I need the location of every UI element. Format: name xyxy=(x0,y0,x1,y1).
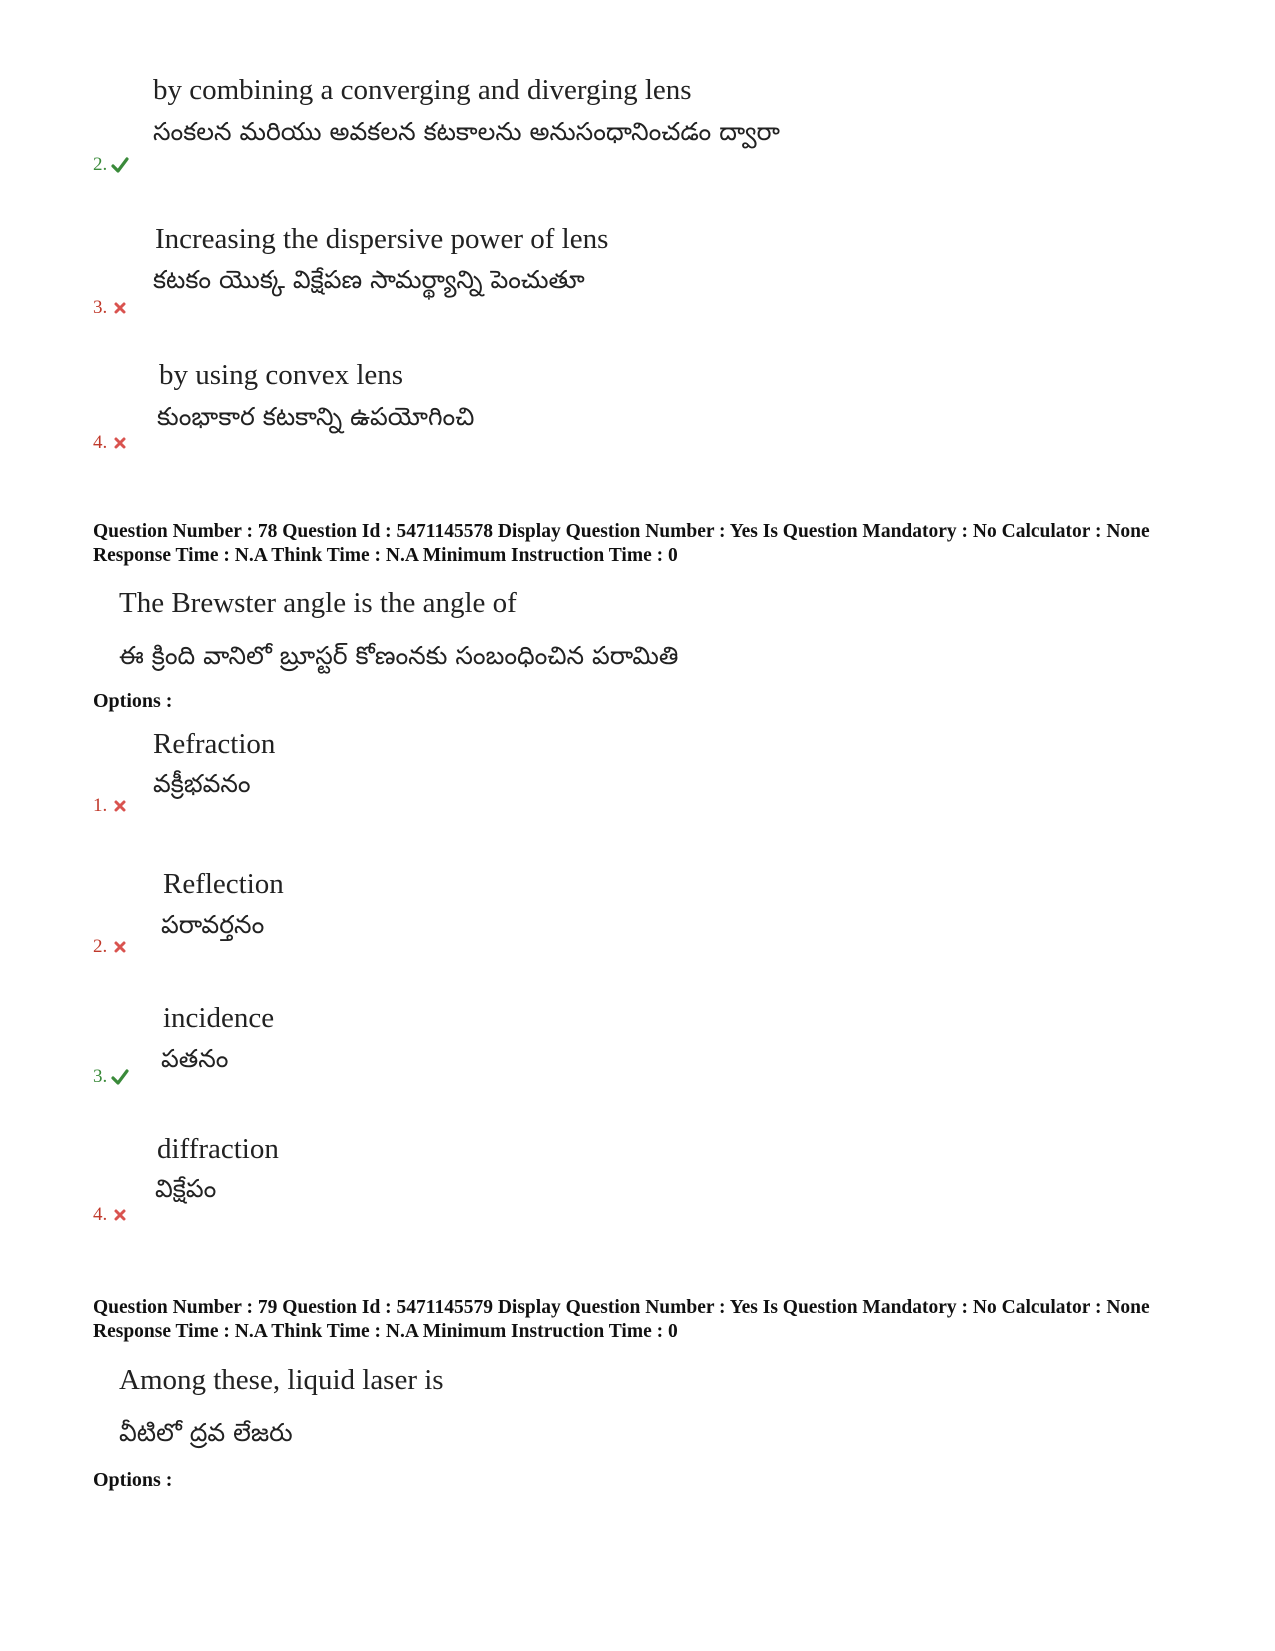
check-icon xyxy=(111,157,129,173)
prev-option-2-number xyxy=(93,154,129,176)
question-79-text-en: Among these, liquid laser is xyxy=(119,1364,444,1396)
option-number-label: 1. xyxy=(93,795,108,816)
q78-option-4-text-en: diffraction xyxy=(157,1133,279,1165)
cross-icon xyxy=(111,300,129,316)
prev-option-2-text-en: by combining a converging and diverging lens xyxy=(153,74,692,106)
question-78-meta: Question Number : 78 Question Id : 5471145578 Display Question Number : Yes Is Question Mandatory : No Calculator : None Response Time : N.A Think Time : N.A Minimum Instruction Time : 0 xyxy=(93,521,1150,566)
option-number-label: 2. xyxy=(93,936,108,957)
question-79-text-te: వీటిలో ద్రవ లేజరు xyxy=(119,1418,293,1447)
question-78-text-en: The Brewster angle is the angle of xyxy=(119,587,517,619)
q78-option-3-text-te: పతనం xyxy=(161,1044,229,1073)
prev-option-3-number xyxy=(93,297,129,319)
option-number-label: 4. xyxy=(93,1204,108,1225)
cross-icon xyxy=(111,435,129,451)
prev-option-4-text-en: by using convex lens xyxy=(159,359,404,391)
prev-option-4-number xyxy=(93,432,129,454)
q78-option-1-number xyxy=(93,795,129,817)
cross-icon xyxy=(111,798,129,814)
q78-option-4-number xyxy=(93,1204,129,1226)
prev-option-3-text-en: Increasing the dispersive power of lens xyxy=(155,223,609,255)
question-79-meta: Question Number : 79 Question Id : 5471145579 Display Question Number : Yes Is Question Mandatory : No Calculator : None Response Time : N.A Think Time : N.A Minimum Instruction Time : 0 xyxy=(93,1297,1150,1342)
option-number-label: 4. xyxy=(93,432,108,453)
q78-option-3-text-en: incidence xyxy=(163,1002,275,1034)
option-number-label: 3. xyxy=(93,297,108,318)
question-78-text-te: ఈ క్రింది వానిలో బ్రూస్టర్ కోణంనకు సంబంధించిన పరామితి xyxy=(119,641,679,670)
prev-option-4-text-te: కుంభాకార కటకాన్ని ఉపయోగించి xyxy=(157,402,475,431)
question-78-options-label: Options : xyxy=(93,690,173,712)
q78-option-1-text-te: వక్రీభవనం xyxy=(153,769,251,798)
question-79-options-label: Options : xyxy=(93,1469,173,1491)
q78-option-2-text-en: Reflection xyxy=(163,868,284,900)
prev-option-3-text-te: కటకం యొక్క విక్షేపణ సామర్థ్యాన్ని పెంచుతూ xyxy=(153,265,585,294)
q78-option-4-text-te: విక్షేపం xyxy=(155,1174,217,1203)
cross-icon xyxy=(111,939,129,955)
q78-option-3-number xyxy=(93,1066,129,1088)
q78-option-1-text-en: Refraction xyxy=(153,728,276,760)
cross-icon xyxy=(111,1207,129,1223)
q78-option-2-text-te: పరావర్తనం xyxy=(161,910,265,939)
check-icon xyxy=(111,1069,129,1085)
option-number-label: 3. xyxy=(93,1066,108,1087)
prev-option-2-text-te: సంకలన మరియు అవకలన కటకాలను అనుసంధానించడం ద్వారా xyxy=(153,117,780,146)
q78-option-2-number xyxy=(93,936,129,958)
option-number-label: 2. xyxy=(93,154,108,175)
